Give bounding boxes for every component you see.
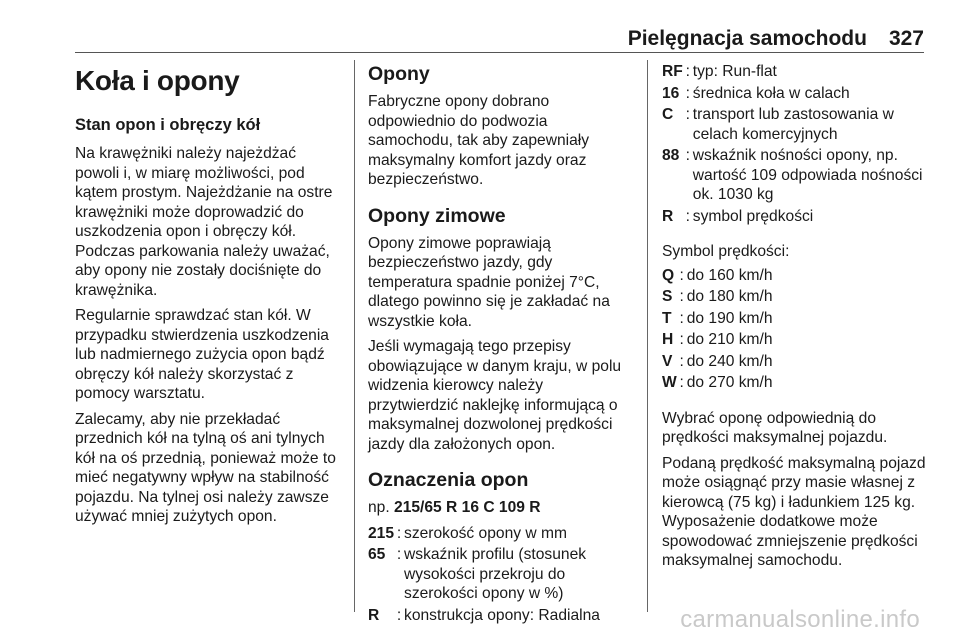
def-term: R [662,207,674,225]
def-sep: : [679,331,684,348]
speed-term: Q [662,266,675,284]
header-title: Pielęgnacja samochodu [627,27,867,50]
speed-term: V [662,352,673,370]
speed-desc: do 160 km/h [686,266,773,284]
speed-desc: do 190 km/h [686,309,773,327]
speed-term: H [662,331,674,348]
def-desc: konstrukcja opony: Radialna [404,606,600,624]
tire-code-definitions [662,62,928,228]
section-title: Oznaczenia opon [368,469,529,491]
def-term: C [662,106,674,123]
column-1 [75,62,341,533]
def-desc: transport lub zastosowania w celach komercyjnych [692,106,894,143]
speed-desc: do 180 km/h [686,288,773,305]
def-term: R [368,606,380,624]
speed-desc: do 240 km/h [686,352,773,370]
page-header [628,27,924,51]
speed-symbol-list [662,266,928,395]
column-divider [354,60,355,612]
def-sep: : [679,288,684,305]
def-sep: : [685,147,690,164]
column-3 [662,62,928,577]
def-desc: szerokość opony w mm [404,524,567,542]
speed-term: T [662,309,672,327]
def-sep: : [679,352,684,370]
paragraph: Na krawężniki należy najeżdżać powoli i, w miarę możliwości, pod kątem prostym. Najeżdżanie na ostre krawężniki może doprowadzić do uszkodzenia opon i obręczy kół. Podczas parkowania należy uważać, aby opony nie zostały dociśnięte do krawężnika. [75,145,333,299]
def-sep: : [679,309,684,327]
watermark: carmanualsonline.info [680,606,920,633]
paragraph: Jeśli wymagają tego przepisy obowiązujące w danym kraju, w polu widzenia kierowcy należy przytwierdzić naklejkę informującą o maksymalnej dozwolonej prędkości jazdy dla założonych opon. [368,338,622,453]
def-desc: typ: Run-flat [692,63,777,80]
header-rule [75,52,924,53]
def-sep: : [396,546,402,563]
def-sep: : [685,106,690,123]
page-number: 327 [888,27,924,50]
tire-code-definitions [368,524,634,628]
def-sep: : [685,63,690,80]
paragraph: Fabryczne opony dobrano odpowiednio do podwozia samochodu, tak aby zapewniały maksymalny komfort jazdy oraz bezpieczeństwo. [368,93,590,188]
column-divider [647,60,648,612]
speed-term: S [662,288,673,305]
column-2 [368,62,634,633]
def-desc: wskaźnik profilu (stosunek wysokości przekroju do szerokości opony w %) [404,546,587,602]
def-term: 65 [368,546,386,563]
def-sep: : [685,84,690,102]
paragraph: Opony zimowe poprawiają bezpieczeństwo jazdy, gdy temperatura spadnie poniżej 7°C, dlatego powinno się je zakładać na wszystkie koła. [368,234,610,330]
chapter-title: Koła i opony [75,65,240,96]
paragraph: Zalecamy, aby nie przekładać przednich kół na tylną oś ani tylnych kół na oś przednią, ponieważ może to mieć negatywny wpływ na stabilność pojazdu. Na tylnej osi należy zawsze używać mniej zużytych opon. [75,410,336,525]
section-title: Opony [368,63,430,85]
def-term: 215 [368,524,395,542]
def-sep: : [679,374,684,391]
speed-symbol-title: Symbol prędkości: [662,243,790,260]
speed-desc: do 270 km/h [686,374,773,391]
paragraph: Podaną prędkość maksymalną pojazd może osiągnąć przy masie własnej z kierowcą (75 kg) i ładunkiem 125 kg. Wyposażenie dodatkowe może spowodować zmniejszenie prędkości maksymalnej samochodu. [662,454,926,569]
def-term: RF [662,63,683,80]
paragraph: Regularnie sprawdzać stan kół. W przypadku stwierdzenia uszkodzenia lub nadmiernego zużycia opon bądź obręczy kół należy skorzystać z pomocy warsztatu. [75,307,329,402]
tire-code-example [368,498,634,518]
def-term: 88 [662,147,680,164]
paragraph: Wybrać oponę odpowiednią do prędkości maksymalnej pojazdu. [662,409,888,446]
def-sep: : [396,606,402,624]
section-title: Stan opon i obręczy kół [75,116,261,134]
example-prefix: np. [368,499,390,516]
def-desc: średnica koła w calach [692,84,850,102]
section-title: Opony zimowe [368,204,506,227]
def-desc: wskaźnik nośności opony, np. wartość 109 odpowiada nośności ok. 1030 kg [692,147,923,203]
tire-code: 215/65 R 16 C 109 R [394,499,541,516]
speed-desc: do 210 km/h [686,331,773,348]
def-sep: : [679,266,684,284]
speed-term: W [662,374,677,391]
def-sep: : [685,207,690,225]
def-desc: symbol prędkości [692,207,814,225]
def-sep: : [396,524,402,542]
def-term: 16 [662,84,680,102]
